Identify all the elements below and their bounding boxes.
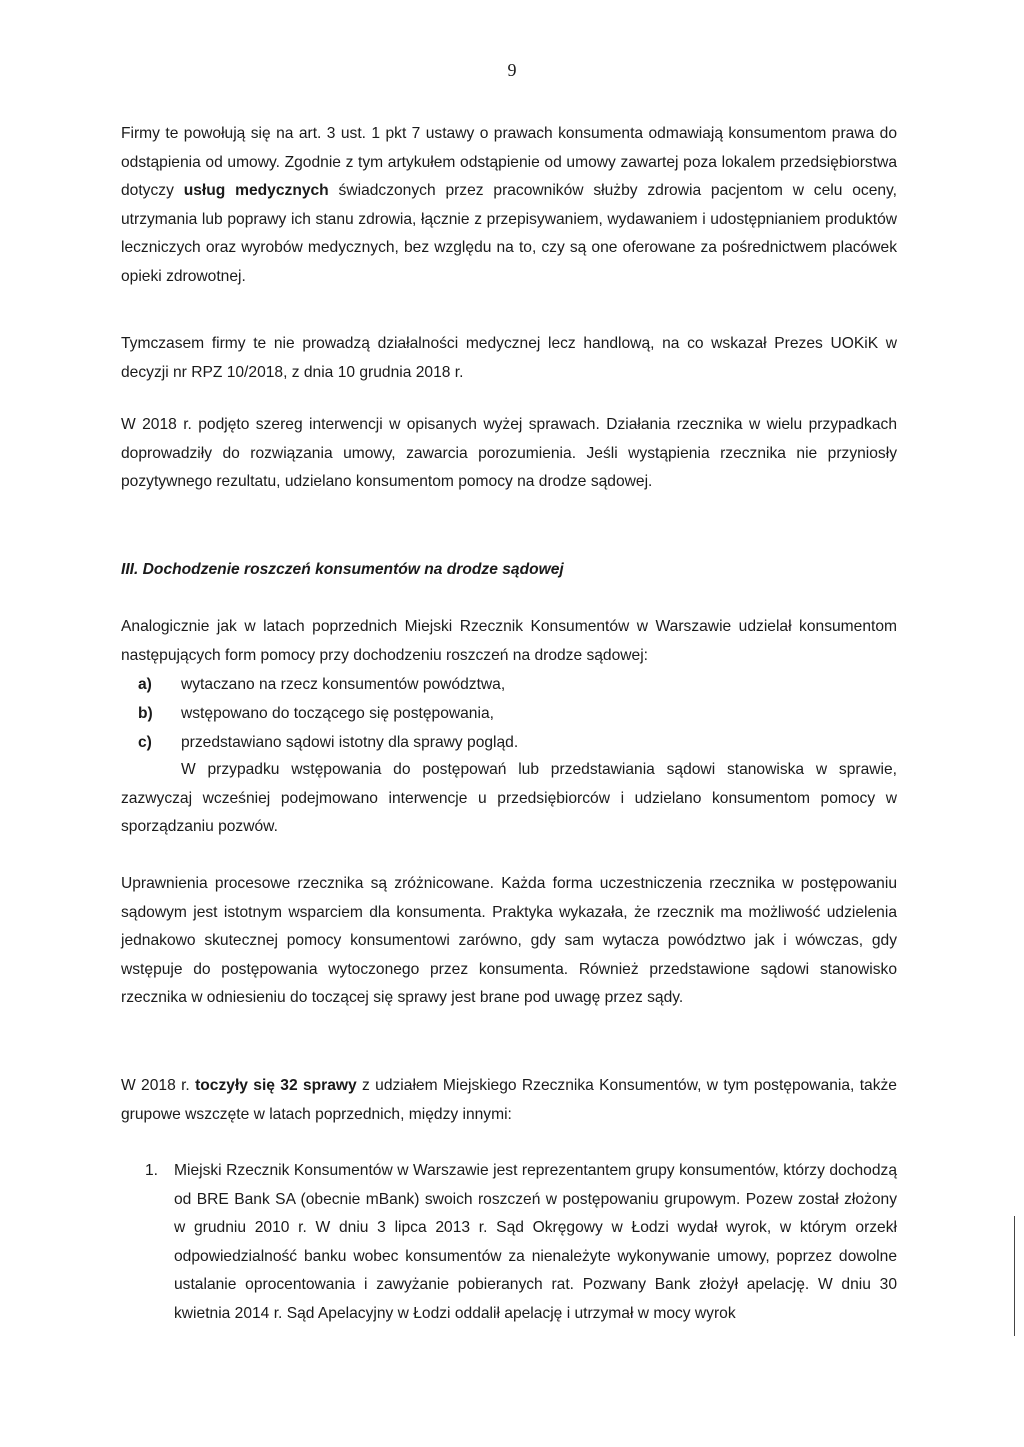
bold-phrase: usług medycznych bbox=[183, 182, 329, 199]
paragraph-text: Firmy te powołują się na art. 3 ust. 1 pkt 7 ustawy o prawach konsumenta odmawiają konsumentom prawa do odstąpienia od umowy. Zgodnie z tym artykułem odstąpienie od umowy zawartej poza lokalem przedsiębiorstwa dotyczy bbox=[121, 125, 897, 199]
list-item-text: wytaczano na rzecz konsumentów powództwa, bbox=[181, 676, 506, 693]
list-item bbox=[121, 699, 897, 728]
list-marker: a) bbox=[138, 676, 152, 693]
list-item-text: wstępowano do toczącego się postępowania, bbox=[181, 705, 494, 722]
paragraph-procedural-rights: Uprawnienia procesowe rzecznika są zróżnicowane. Każda forma uczestniczenia rzecznika w postępowaniu sądowym jest istotnym wsparciem dla konsumenta. Praktyka wykazała, że rzecznik ma możliwość udzielenia jednakowo skutecznej pomocy konsumentowi zarówno, gdy sam wytacza powództwo jak i wówczas, gdy wstępuje do postępowania wytoczonego przez konsumenta. Również przedstawione sądowi stanowisko rzecznika w odniesieniu do toczącej się sprawy jest brane pod uwagę przez sądy. bbox=[121, 875, 897, 1006]
section-heading: III. Dochodzenie roszczeń konsumentów na drodze sądowej bbox=[121, 561, 564, 578]
bold-phrase: toczyły się 32 sprawy bbox=[195, 1077, 357, 1094]
paragraph-forms-of-help: Analogicznie jak w latach poprzednich Miejski Rzecznik Konsumentów w Warszawie udzielał konsumentom następujących form pomocy przy dochodzeniu roszczeń na drodze sądowej: bbox=[121, 618, 897, 664]
letter-list bbox=[121, 670, 897, 757]
numbered-list bbox=[121, 1157, 897, 1328]
list-item-text: przedstawiano sądowi istotny dla sprawy pogląd. bbox=[181, 734, 519, 751]
list-marker: c) bbox=[138, 734, 152, 751]
paragraph-interventions: W 2018 r. podjęto szereg interwencji w opisanych wyżej sprawach. Działania rzecznika w wielu przypadkach doprowadziły do rozwiązania umowy, zawarcia porozumienia. Jeśli wystąpienia rzecznika nie przyniosły pozytywnego rezultatu, udzielano konsumentom pomocy na drodze sądowej. bbox=[121, 416, 897, 490]
paragraph-medical-services bbox=[121, 120, 897, 291]
scan-edge-line bbox=[1014, 1216, 1015, 1336]
list-number: 1. bbox=[145, 1162, 159, 1179]
list-item-text: Miejski Rzecznik Konsumentów w Warszawie jest reprezentantem grupy konsumentów, którzy dochodzą od BRE Bank SA (obecnie mBank) swoich roszczeń w postępowaniu grupowym. Pozew został złożony w grudniu 2010 r. W dniu 3 lipca 2013 r. Sąd Okręgowy w Łodzi wydał wyrok, w którym orzekł odpowiedzialność banku wobec konsumentów za nienależyte wykonywanie umowy, poprzez dowolne ustalanie oprocentowania i zawyżanie pobieranych rat. Pozwany Bank złożył apelację. W dniu 30 kwietnia 2014 r. Sąd Apelacyjny w Łodzi oddalił apelację i utrzymał w mocy wyrok bbox=[174, 1162, 897, 1322]
list-marker: b) bbox=[138, 705, 153, 722]
paragraph-court-participation: W przypadku wstępowania do postępowań lub przedstawiania sądowi stanowiska w sprawie, zazwyczaj wcześniej podejmowano interwencje u przedsiębiorców i udzielano konsumentom pomocy w sporządzaniu pozwów. bbox=[121, 761, 897, 835]
page-number: 9 bbox=[507, 60, 517, 80]
paragraph-uokik-decision: Tymczasem firmy te nie prowadzą działalności medycznej lecz handlową, na co wskazał Prezes UOKiK w decyzji nr RPZ 10/2018, z dnia 10 grudnia 2018 r. bbox=[121, 335, 897, 381]
paragraph-text: z udziałem Miejskiego Rzecznika Konsumentów, w tym postępowania, także grupowe wszczęte w latach poprzednich, między innymi: bbox=[121, 1077, 897, 1123]
list-item bbox=[121, 1157, 897, 1328]
paragraph-text: W 2018 r. bbox=[121, 1077, 196, 1094]
list-item bbox=[121, 670, 897, 699]
paragraph-text: świadczonych przez pracowników służby zdrowia pacjentom w celu oceny, utrzymania lub poprawy ich stanu zdrowia, łącznie z przepisywaniem, wydawaniem i udostępnianiem produktów leczniczych oraz wyrobów medycznych, bez względu na to, czy są one oferowane za pośrednictwem placówek opieki zdrowotnej. bbox=[121, 182, 898, 285]
list-item bbox=[121, 728, 897, 757]
paragraph-cases-2018 bbox=[121, 1072, 897, 1129]
